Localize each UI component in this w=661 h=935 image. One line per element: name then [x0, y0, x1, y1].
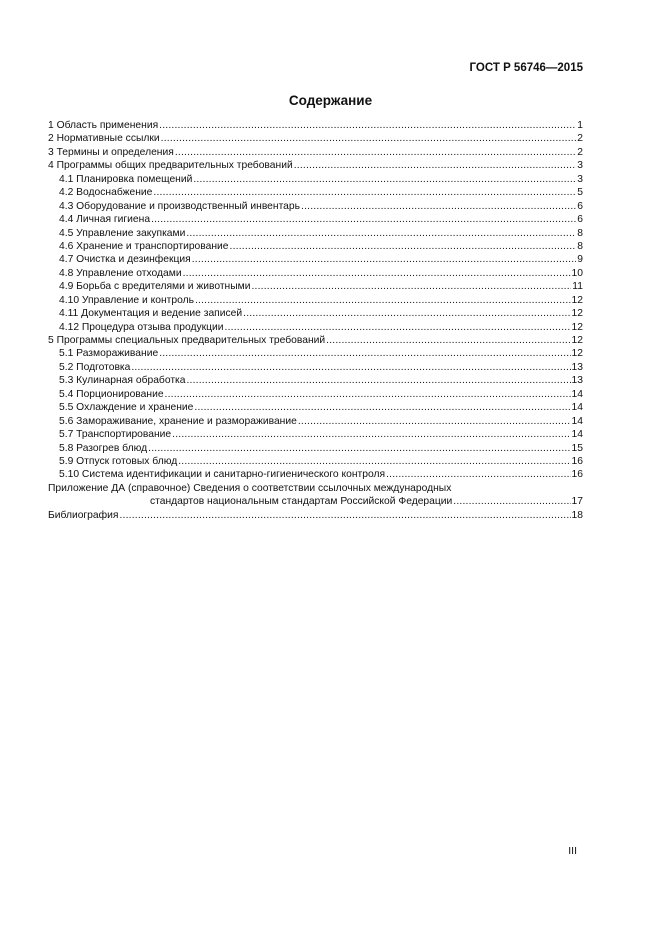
toc-entry-page: 16: [571, 455, 583, 467]
toc-entry-text: 5.9 Отпуск готовых блюд: [59, 455, 178, 467]
toc-entry-page: 13: [571, 361, 583, 373]
toc-entry-page: 14: [571, 429, 583, 441]
toc-appendix-line1[interactable]: Приложение ДА (справочное) Сведения о соответствии ссылочных международных: [48, 482, 452, 494]
toc-entry-page: 17: [571, 496, 583, 508]
toc-entry-text: 4.4 Личная гигиена: [59, 214, 151, 226]
toc-entry-page: 10: [571, 267, 583, 279]
toc-entry-text: 5.8 Разогрев блюд: [59, 442, 148, 454]
toc-entry[interactable]: [48, 321, 583, 334]
toc-entry-text: Библиография: [48, 509, 119, 521]
toc-entry[interactable]: [48, 361, 583, 374]
toc-leader-dots: [301, 200, 576, 213]
toc-leader-dots: [294, 159, 577, 172]
toc-leader-dots: [192, 253, 577, 266]
toc-entry[interactable]: [48, 374, 583, 387]
toc-leader-dots: [159, 347, 570, 360]
toc-entry[interactable]: [48, 415, 583, 428]
toc-leader-dots: [153, 186, 576, 199]
toc-entry-page: 11: [572, 281, 583, 293]
toc-entry[interactable]: [48, 253, 583, 266]
toc-leader-dots: [230, 240, 577, 253]
toc-entry[interactable]: [48, 468, 583, 481]
toc-entry-text: 2 Нормативные ссылки: [48, 133, 160, 145]
toc-entry-text: 5.2 Подготовка: [59, 361, 131, 373]
toc-title: Содержание: [288, 93, 373, 108]
toc-entry[interactable]: [48, 294, 583, 307]
toc-entry-text: 5.4 Порционирование: [59, 388, 164, 400]
toc-entry-text: 4.5 Управление закупками: [59, 227, 186, 239]
toc-leader-dots: [326, 334, 570, 347]
toc-leader-dots: [386, 468, 570, 481]
toc-leader-dots: [243, 307, 570, 320]
toc-leader-dots: [175, 146, 576, 159]
toc-entry-page: 14: [571, 402, 583, 414]
toc-entry-page: 5: [577, 187, 583, 199]
toc-entry[interactable]: [48, 200, 583, 213]
toc-entry[interactable]: [48, 119, 583, 132]
toc-leader-dots: [298, 415, 571, 428]
toc-entry-page: 14: [571, 388, 583, 400]
toc-entry-text: 4.7 Очистка и дезинфекция: [59, 254, 191, 266]
toc-entry[interactable]: [48, 227, 583, 240]
toc-entry[interactable]: [48, 146, 583, 159]
toc-entry-text: 3 Термины и определения: [48, 146, 174, 158]
toc-leader-dots: [195, 294, 571, 307]
toc-leader-dots: [172, 428, 570, 441]
toc-leader-dots: [186, 227, 576, 240]
toc-entry[interactable]: [48, 401, 583, 414]
table-of-contents: [48, 119, 583, 522]
toc-leader-dots: [178, 455, 570, 468]
toc-entry-page: 8: [577, 227, 583, 239]
toc-entry-text: 4.9 Борьба с вредителями и животными: [59, 281, 251, 293]
toc-entry-text: 4.2 Водоснабжение: [59, 187, 153, 199]
toc-entry-text: 4.8 Управление отходами: [59, 267, 182, 279]
toc-leader-dots: [194, 401, 570, 414]
toc-leader-dots: [187, 374, 571, 387]
toc-entry[interactable]: [48, 186, 583, 199]
toc-entry[interactable]: [48, 388, 583, 401]
document-code: ГОСТ Р 56746—2015: [469, 62, 583, 74]
toc-entry-text: 5 Программы специальных предварительных требований: [48, 335, 326, 346]
toc-entry-page: 12: [571, 348, 583, 360]
toc-entry-page: 8: [577, 240, 583, 252]
toc-entry[interactable]: [48, 442, 583, 455]
page-number: III: [568, 845, 577, 857]
toc-leader-dots: [193, 173, 576, 186]
toc-leader-dots: [131, 361, 570, 374]
toc-entry-page: 6: [577, 200, 583, 212]
toc-entry-page: 15: [571, 442, 583, 454]
toc-entry-page: 12: [571, 294, 583, 306]
toc-entry-text: 4 Программы общих предварительных требований: [48, 160, 293, 172]
toc-leader-dots: [165, 388, 571, 401]
toc-entry-text: 5.1 Размораживание: [59, 348, 159, 360]
toc-leader-dots: [183, 267, 571, 280]
toc-leader-dots: [151, 213, 576, 226]
toc-entry[interactable]: [48, 428, 583, 441]
toc-entry-page: 13: [571, 375, 583, 387]
toc-entry-page: 14: [571, 415, 583, 427]
toc-entry-page: 12: [571, 335, 583, 346]
toc-entry-text: 5.6 Замораживание, хранение и размораживание: [59, 415, 297, 427]
toc-entry[interactable]: [48, 267, 583, 280]
toc-entry[interactable]: [48, 173, 583, 186]
toc-entry-text: стандартов национальным стандартам Российской Федерации: [150, 496, 453, 508]
toc-entry[interactable]: [48, 159, 583, 172]
toc-entry-page: 6: [577, 214, 583, 226]
toc-leader-dots: [251, 280, 571, 293]
toc-appendix-entry[interactable]: [48, 495, 583, 508]
toc-entry[interactable]: [48, 334, 583, 347]
toc-entry-page: 12: [571, 308, 583, 320]
toc-entry-text: 4.3 Оборудование и производственный инвентарь: [59, 200, 301, 212]
toc-entry-text: 5.5 Охлаждение и хранение: [59, 402, 194, 414]
toc-entry[interactable]: [48, 280, 583, 293]
toc-entry-page: 3: [577, 160, 583, 172]
toc-entry-text: 4.10 Управление и контроль: [59, 294, 194, 306]
toc-entry-page: 18: [571, 509, 583, 521]
toc-entry[interactable]: [48, 307, 583, 320]
toc-entry-page: 2: [577, 133, 583, 145]
toc-entry-text: 4.1 Планировка помещений: [59, 173, 193, 185]
toc-entry-page: 2: [577, 146, 583, 158]
toc-leader-dots: [225, 321, 571, 334]
toc-entry-page: 12: [571, 321, 583, 333]
toc-entry-text: 4.6 Хранение и транспортирование: [59, 240, 229, 252]
toc-entry-text: 5.3 Кулинарная обработка: [59, 375, 186, 387]
toc-entry-text: 4.12 Процедура отзыва продукции: [59, 321, 224, 333]
toc-entry[interactable]: [48, 213, 583, 226]
toc-entry-page: 1: [577, 120, 583, 131]
toc-entries: [48, 119, 583, 482]
toc-entry-text: 1 Область применения: [48, 120, 159, 131]
toc-entry-text: 5.7 Транспортирование: [59, 429, 172, 441]
toc-entry[interactable]: [48, 347, 583, 360]
toc-entry-page: 3: [577, 173, 583, 185]
toc-entry-text: 4.11 Документация и ведение записей: [59, 308, 243, 320]
toc-leader-dots: [119, 509, 570, 522]
toc-entry[interactable]: [48, 132, 583, 145]
toc-leader-dots: [453, 495, 570, 508]
toc-leader-dots: [161, 132, 577, 145]
toc-bibliography-entry[interactable]: [48, 509, 583, 522]
toc-entry-page: 9: [577, 254, 583, 266]
toc-leader-dots: [148, 442, 570, 455]
toc-entry[interactable]: [48, 455, 583, 468]
toc-entry-text: 5.10 Система идентификации и санитарно-гигиенического контроля: [59, 469, 386, 481]
toc-entry[interactable]: [48, 240, 583, 253]
toc-leader-dots: [159, 119, 576, 132]
toc-entry-page: 16: [571, 469, 583, 481]
